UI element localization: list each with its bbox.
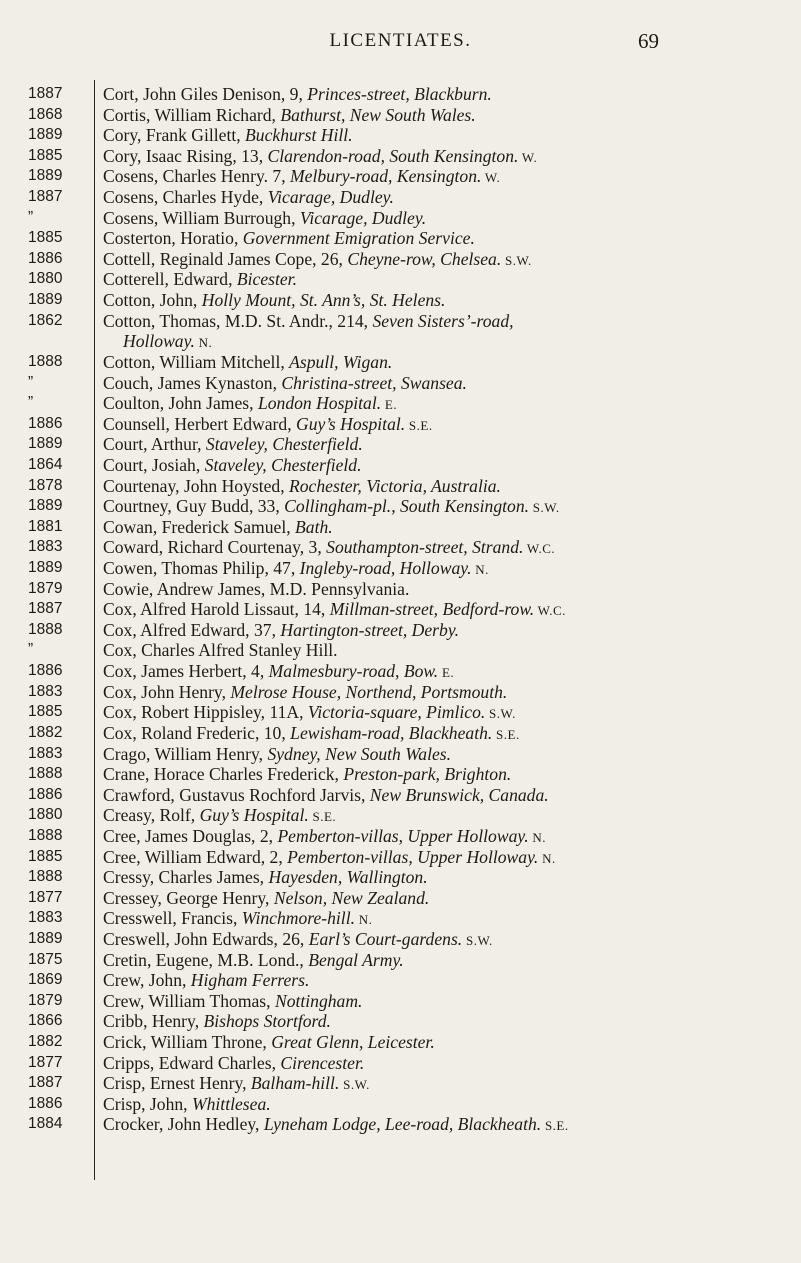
entry-year: 1885: [28, 229, 63, 247]
list-item: [0, 125, 801, 146]
entry-text: Cox, Alfred Harold Lissaut, 14, Millman-street, Bedford-row. W.C.: [103, 599, 566, 620]
list-item: [0, 352, 801, 373]
entry-text: Crew, William Thomas, Nottingham.: [103, 990, 363, 1011]
entry-year: 1887: [28, 85, 63, 102]
entry-year: ”: [28, 373, 34, 391]
list-item: [0, 1032, 801, 1053]
entry-text: Cree, William Edward, 2, Pemberton-villas, Upper Holloway. N.: [103, 846, 556, 867]
list-item: [0, 373, 801, 394]
list-item: [0, 290, 801, 311]
list-item: [0, 393, 801, 414]
list-item: [0, 1114, 801, 1135]
list-item: [0, 661, 801, 682]
list-item: [0, 640, 801, 661]
list-item: [0, 1053, 801, 1074]
list-item: [0, 702, 801, 723]
entry-year: 1884: [28, 1115, 63, 1133]
list-item: [0, 620, 801, 641]
entry-year: 1879: [28, 579, 63, 597]
entry-text: Couch, James Kynaston, Christina-street, Swansea.: [103, 372, 467, 393]
entry-year: 1888: [28, 620, 63, 638]
entry-year: 1885: [28, 146, 63, 164]
entry-year: 1883: [28, 682, 63, 700]
list-item: [0, 682, 801, 703]
entry-year: 1885: [28, 703, 63, 721]
entry-text: Cotton, John, Holly Mount, St. Ann’s, St. Helens.: [103, 290, 446, 311]
list-item: [0, 785, 801, 806]
entry-text: Coulton, John James, London Hospital. E.: [103, 393, 398, 414]
list-item: [0, 537, 801, 558]
list-item: [0, 908, 801, 929]
list-item: [0, 847, 801, 868]
list-item: [0, 434, 801, 455]
entry-text: Cressy, Charles James, Hayesden, Wallington.: [103, 867, 428, 888]
entry-year: 1889: [28, 126, 63, 144]
entry-year: 1889: [28, 291, 63, 309]
list-item: [0, 723, 801, 744]
entry-year: 1887: [28, 188, 63, 206]
entry-year: 1864: [28, 455, 63, 473]
list-item: [0, 888, 801, 909]
entry-year: 1889: [28, 435, 63, 453]
entry-text: Crisp, Ernest Henry, Balham-hill. S.W.: [103, 1073, 370, 1094]
list-item: [0, 558, 801, 579]
entry-text: Crane, Horace Charles Frederick, Preston-park, Brighton.: [103, 764, 512, 785]
list-item: [0, 249, 801, 270]
entry-year: 1866: [28, 1012, 63, 1030]
entry-year: 1868: [28, 105, 63, 123]
entry-text: Holloway. N.: [123, 331, 213, 352]
entry-text: Counsell, Herbert Edward, Guy’s Hospital. S.E.: [103, 413, 433, 434]
entry-text: Cosens, William Burrough, Vicarage, Dudley.: [103, 207, 427, 228]
list-item: [0, 1094, 801, 1115]
entry-year: 1882: [28, 723, 63, 741]
entry-text: Cowan, Frederick Samuel, Bath.: [103, 516, 333, 537]
entry-text: Cribb, Henry, Bishops Stortford.: [103, 1011, 331, 1032]
entry-text: Cox, Alfred Edward, 37, Hartington-street, Derby.: [103, 619, 460, 640]
entry-text: Cortis, William Richard, Bathurst, New South Wales.: [103, 104, 476, 125]
list-item: [0, 805, 801, 826]
entry-text: Cort, John Giles Denison, 9, Princes-street, Blackburn.: [103, 84, 492, 104]
list-item: [0, 84, 801, 105]
running-title: LICENTIATES.: [329, 30, 472, 51]
entry-text: Cowen, Thomas Philip, 47, Ingleby-road, Holloway. N.: [103, 558, 489, 579]
entry-year: 1888: [28, 765, 63, 783]
entry-year: 1878: [28, 476, 63, 494]
entry-year: 1886: [28, 785, 63, 803]
licentiates-list: [0, 84, 801, 1135]
list-item: [0, 867, 801, 888]
entry-year: 1888: [28, 826, 63, 844]
entry-text: Crawford, Gustavus Rochford Jarvis, New Brunswick, Canada.: [103, 784, 549, 805]
entry-year: 1888: [28, 352, 63, 370]
entry-year: 1883: [28, 538, 63, 556]
entry-text: Court, Josiah, Staveley, Chesterfield.: [103, 454, 362, 475]
list-item: [0, 744, 801, 765]
entry-year: 1879: [28, 991, 63, 1009]
entry-text: Creswell, John Edwards, 26, Earl’s Court-gardens. S.W.: [103, 928, 493, 949]
entry-text: Cowie, Andrew James, M.D. Pennsylvania.: [103, 578, 410, 599]
entry-text: Cory, Isaac Rising, 13, Clarendon-road, South Kensington. W.: [103, 145, 538, 166]
list-item: [0, 950, 801, 971]
page-header: [0, 30, 801, 52]
entry-text: Court, Arthur, Staveley, Chesterfield.: [103, 434, 363, 455]
list-item: [0, 311, 801, 332]
list-item: [0, 991, 801, 1012]
list-item: [0, 166, 801, 187]
list-item: [0, 105, 801, 126]
entry-text: Crago, William Henry, Sydney, New South Wales.: [103, 743, 452, 764]
entry-text: Cox, James Herbert, 4, Malmesbury-road, Bow. E.: [103, 661, 455, 682]
entry-year: 1886: [28, 414, 63, 432]
entry-text: Cotterell, Edward, Bicester.: [103, 269, 297, 290]
entry-year: 1880: [28, 806, 63, 824]
list-item: [0, 414, 801, 435]
list-item: [0, 579, 801, 600]
entry-text: Cox, Charles Alfred Stanley Hill.: [103, 640, 338, 661]
list-item: [0, 764, 801, 785]
list-item: [0, 517, 801, 538]
entry-year: 1889: [28, 929, 63, 947]
entry-year: 1886: [28, 249, 63, 267]
list-item: [0, 1011, 801, 1032]
entry-text: Cottell, Reginald James Cope, 26, Cheyne-row, Chelsea. S.W.: [103, 248, 532, 269]
entry-year: 1869: [28, 971, 63, 989]
entry-text: Costerton, Horatio, Government Emigration Service.: [103, 228, 475, 249]
list-item: [0, 208, 801, 229]
entry-text: Crisp, John, Whittlesea.: [103, 1093, 271, 1114]
entry-year: 1886: [28, 1094, 63, 1112]
entry-text: Cripps, Edward Charles, Cirencester.: [103, 1052, 365, 1073]
list-item: [0, 970, 801, 991]
entry-text: Creasy, Rolf, Guy’s Hospital. S.E.: [103, 805, 337, 826]
entry-text: Cosens, Charles Henry. 7, Melbury-road, Kensington. W.: [103, 166, 501, 187]
entry-year: 1880: [28, 270, 63, 288]
entry-year: ”: [28, 394, 34, 412]
entry-year: 1889: [28, 497, 63, 515]
entry-text: Crocker, John Hedley, Lyneham Lodge, Lee-road, Blackheath. S.E.: [103, 1114, 569, 1135]
page-number: 69: [638, 29, 659, 53]
entry-text: Coward, Richard Courtenay, 3, Southampton-street, Strand. W.C.: [103, 537, 556, 558]
list-item: [0, 455, 801, 476]
entry-text: Cox, John Henry, Melrose House, Northend, Portsmouth.: [103, 681, 508, 702]
entry-year: 1888: [28, 868, 63, 886]
entry-text: Cressey, George Henry, Nelson, New Zealand.: [103, 887, 430, 908]
entry-text: Cresswell, Francis, Winchmore-hill. N.: [103, 908, 373, 929]
entry-text: Cory, Frank Gillett, Buckhurst Hill.: [103, 125, 353, 146]
list-item: [0, 599, 801, 620]
entry-year: 1881: [28, 517, 63, 535]
list-item: [0, 476, 801, 497]
entry-year: 1883: [28, 909, 63, 927]
entry-text: Cretin, Eugene, M.B. Lond., Bengal Army.: [103, 949, 404, 970]
entry-text: Courtney, Guy Budd, 33, Collingham-pl., South Kensington. S.W.: [103, 496, 560, 517]
entry-text: Cox, Roland Frederic, 10, Lewisham-road, Blackheath. S.E.: [103, 722, 520, 743]
entry-year: ”: [28, 208, 34, 226]
entry-year: 1877: [28, 888, 63, 906]
list-item: [0, 929, 801, 950]
list-item: [0, 146, 801, 167]
entry-year: 1889: [28, 167, 63, 185]
entry-year: 1886: [28, 662, 63, 680]
entry-text: Cox, Robert Hippisley, 11A, Victoria-square, Pimlico. S.W.: [103, 702, 516, 723]
entry-year: 1862: [28, 311, 63, 329]
entry-text: Crew, John, Higham Ferrers.: [103, 970, 310, 991]
list-item: [0, 187, 801, 208]
entry-year: 1875: [28, 950, 63, 968]
list-item: [0, 496, 801, 517]
entry-text: Cree, James Douglas, 2, Pemberton-villas, Upper Holloway. N.: [103, 825, 546, 846]
list-item: [0, 269, 801, 290]
entry-text: Crick, William Throne, Great Glenn, Leicester.: [103, 1032, 435, 1053]
entry-year: 1877: [28, 1053, 63, 1071]
entry-year: 1889: [28, 559, 63, 577]
entry-year: 1883: [28, 744, 63, 762]
entry-year: 1882: [28, 1033, 63, 1051]
entry-text: Courtenay, John Hoysted, Rochester, Victoria, Australia.: [103, 475, 501, 496]
entry-text: Cosens, Charles Hyde, Vicarage, Dudley.: [103, 187, 394, 208]
entry-year: 1887: [28, 1074, 63, 1092]
entry-text: Cotton, William Mitchell, Aspull, Wigan.: [103, 351, 393, 372]
entry-year: 1885: [28, 847, 63, 865]
list-item: [0, 228, 801, 249]
list-item: [0, 826, 801, 847]
list-item-continuation: [0, 331, 801, 352]
entry-year: ”: [28, 641, 34, 659]
entry-text: Cotton, Thomas, M.D. St. Andr., 214, Seven Sisters’-road,: [103, 310, 514, 331]
entry-year: 1887: [28, 600, 63, 618]
list-item: [0, 1073, 801, 1094]
